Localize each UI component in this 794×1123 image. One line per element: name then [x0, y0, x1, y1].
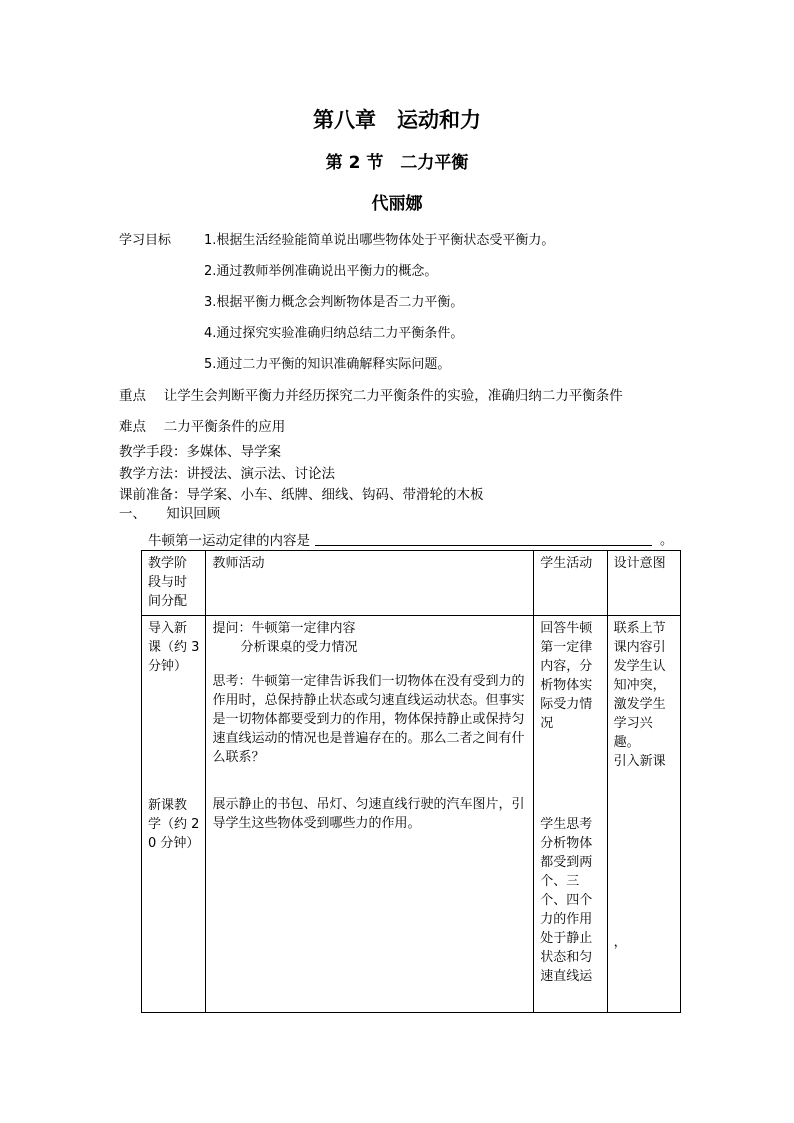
student-answer: 回答牛顿第一定律内容，分析物体实际受力情况: [540, 621, 593, 731]
teacher-think: 思考：牛顿第一定律告诉我们一切物体在没有受到力的作用时，总保持静止状态或匀速直线运动状态。但事实是一切物体都要受到力的作用，物体保持静止或保持匀速直线运动的情况也是普遍存在的。那么二者之间有什么联系？: [212, 674, 525, 765]
stage-intro: 导入新课（约 3分钟）: [148, 621, 200, 674]
section-title: 第 2 节 二力平衡: [325, 153, 469, 173]
student-cell: [534, 616, 607, 1013]
objective-item: 2.通过教师举例准确说出平衡力的概念。: [204, 264, 438, 279]
design-cell: [607, 616, 680, 1013]
objective-item: 3.根据平衡力概念会判断物体是否二力平衡。: [204, 295, 464, 310]
teaching-methods: 教学方法：讲授法、演示法、讨论法: [119, 466, 335, 482]
design-intent: 联系上节课内容引发学生认知冲突，激发学生学习兴趣。: [613, 621, 666, 750]
teacher-question: 提问：牛顿第一定律内容: [212, 621, 356, 636]
student-think: 学生思考分析物体都受到两个、三个、四个力的作用处于静止状态和匀速直线运: [540, 817, 593, 984]
objective-item: 5.通过二力平衡的知识准确解释实际问题。: [204, 357, 451, 372]
objectives-label: 学习目标: [119, 233, 172, 248]
author-name: 代丽娜: [371, 194, 423, 214]
lesson-table: [141, 550, 681, 1013]
design-intro: 引入新课: [613, 754, 666, 769]
review-heading: 一、 知识回顾: [119, 506, 221, 522]
objective-item: 1.根据生活经验能简单说出哪些物体处于平衡状态受平衡力。: [204, 233, 555, 248]
header-teacher: 教师活动: [206, 551, 534, 616]
chapter-title: 第八章 运动和力: [313, 108, 481, 132]
header-design: 设计意图: [607, 551, 680, 616]
teacher-analysis: 分析课桌的受力情况: [240, 640, 358, 655]
stage-new-lesson: 新课教学（约 20 分钟）: [148, 798, 200, 851]
design-comma: ，: [613, 935, 627, 950]
answer-blank-line: [315, 545, 652, 546]
table-row: [142, 616, 681, 1013]
teacher-show: 展示静止的书包、吊灯、匀速直线行驶的汽车图片，引导学生这些物体受到哪些力的作用。: [212, 797, 525, 831]
teacher-cell: [206, 616, 534, 1013]
table-header-row: [142, 551, 681, 616]
class-preparation: 课前准备：导学案、小车、纸牌、细线、钩码、带滑轮的木板: [119, 487, 484, 503]
objective-item: 4.通过探究实验准确归纳总结二力平衡条件。: [204, 326, 464, 341]
header-stage: 教学阶段与时间分配: [142, 551, 206, 616]
difficulty: 难点 二力平衡条件的应用: [119, 419, 286, 435]
review-question: 牛顿第一运动定律的内容是: [148, 533, 310, 549]
stage-cell: [142, 616, 206, 1013]
question-period: 。: [660, 533, 674, 548]
teaching-means: 教学手段：多媒体、导学案: [119, 444, 281, 460]
header-student: 学生活动: [534, 551, 607, 616]
key-points: 重点 让学生会判断平衡力并经历探究二力平衡条件的实验，准确归纳二力平衡条件: [119, 388, 623, 404]
